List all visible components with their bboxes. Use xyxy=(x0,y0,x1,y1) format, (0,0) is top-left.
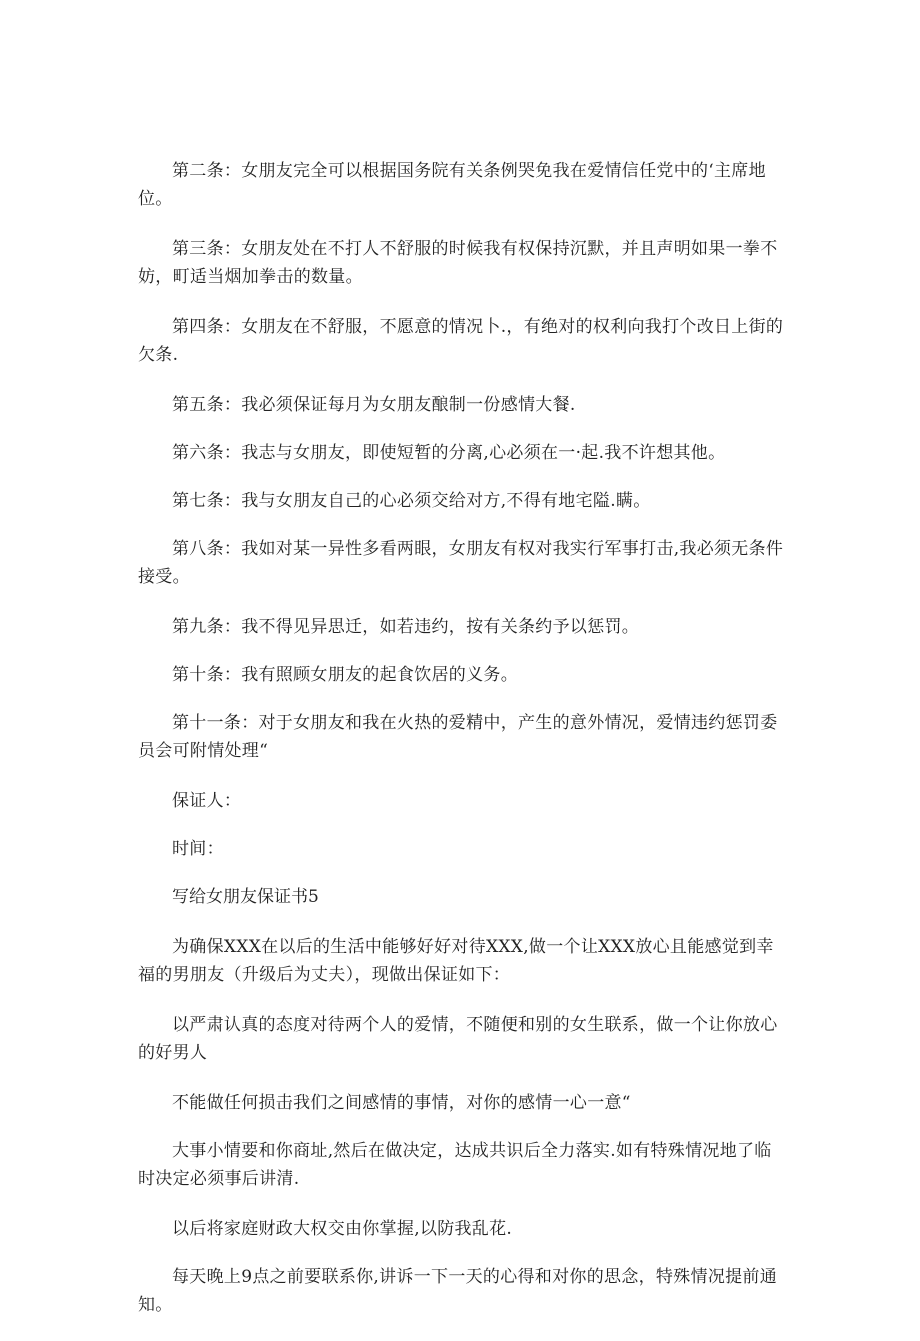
date-label: 时间： xyxy=(172,839,224,859)
clause-3: 第三条：女朋友处在不打人不舒服的时候我有权保持沉默，并且声明如果一拳不妨，町适当烟加拳击的数量。 xyxy=(138,239,778,287)
promise-2: 不能做任何损击我们之间感情的事情，对你的感情一心一意“ xyxy=(172,1093,631,1113)
clause-5: 第五条：我必须保证每月为女朋友酿制一份感情大餐. xyxy=(172,395,576,415)
clause-7: 第七条：我与女朋友自己的心必须交给对方,不得有地宅隘.瞒。 xyxy=(172,491,651,511)
clause-6: 第六条：我志与女朋友，即使短暂的分离,心必须在一·起.我不许想其他。 xyxy=(172,443,726,463)
clause-4: 第四条：女朋友在不舒服，不愿意的情况卜.，有绝对的权利向我打个改日上街的欠条. xyxy=(138,317,784,365)
promise-4: 以后将家庭财政大权交由你掌握,以防我乱花. xyxy=(172,1219,513,1239)
clause-11: 第十一条：对于女朋友和我在火热的爱精中，产生的意外情况，爱情违约惩罚委员会可附情处理“ xyxy=(138,713,778,761)
promise-5: 每天晚上9点之前要联系你,讲诉一下一天的心得和对你的思念，特殊情况提前通知。 xyxy=(138,1267,778,1315)
clause-2: 第二条：女朋友完全可以根据国务院有关条例哭免我在爱情信任党中的‘主席地位。 xyxy=(138,161,766,209)
document-body xyxy=(138,157,788,1341)
promise-3: 大事小情要和你商址,然后在做决定，达成共识后全力落实.如有特殊情况地了临时决定必须事后讲清. xyxy=(138,1141,772,1189)
promise-1: 以严肃认真的态度对待两个人的爱情，不随便和别的女生联系，做一个让你放心的好男人 xyxy=(138,1015,778,1063)
guarantor-label: 保证人： xyxy=(172,791,242,811)
clause-9: 第九条：我不得见异思迁，如若违约，按有关条约予以惩罚。 xyxy=(172,617,640,637)
clause-10: 第十条：我有照顾女朋友的起食饮居的义务。 xyxy=(172,665,518,685)
section-title: 写给女朋友保证书5 xyxy=(172,887,319,907)
clause-8: 第八条：我如对某一异性多看两眼，女朋友有权对我实行军事打击,我必须无条件接受。 xyxy=(138,539,784,587)
intro-paragraph: 为确保XXX在以后的生活中能够好好对待XXX,做一个让XXX放心且能感觉到幸福的男朋友（升级后为丈夫），现做出保证如下： xyxy=(138,937,774,985)
